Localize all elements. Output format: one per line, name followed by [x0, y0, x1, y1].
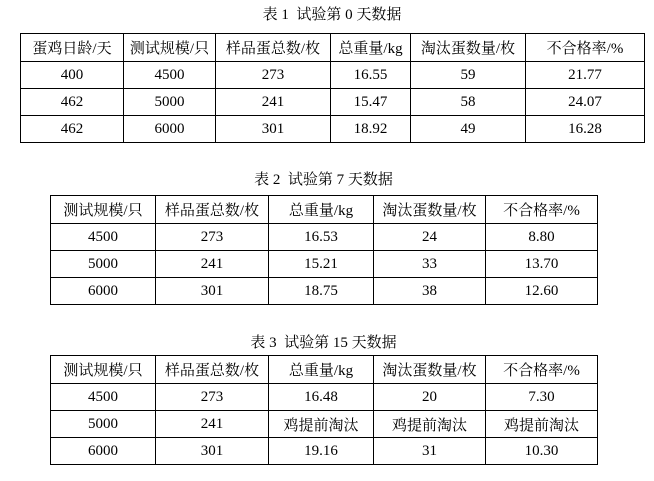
table-cell: 400 [21, 62, 124, 89]
column-header: 不合格率/% [486, 196, 598, 224]
table-cell: 13.70 [486, 251, 598, 278]
table-cell: 462 [21, 116, 124, 143]
table-day15 [50, 355, 598, 465]
column-header: 淘汰蛋数量/枚 [411, 34, 526, 62]
table-cell: 18.92 [331, 116, 411, 143]
table-cell: 5000 [51, 251, 156, 278]
header-row [51, 356, 598, 384]
column-header: 测试规模/只 [51, 356, 156, 384]
table-cell: 15.47 [331, 89, 411, 116]
table-2-caption: 表 2 试验第 7 天数据 [254, 172, 393, 188]
table-row [51, 384, 598, 411]
column-header: 蛋鸡日龄/天 [21, 34, 124, 62]
table-cell: 4500 [124, 62, 216, 89]
table-cell: 8.80 [486, 224, 598, 251]
table-cell: 5000 [51, 411, 156, 438]
table-cell: 241 [156, 411, 269, 438]
table-cell: 6000 [124, 116, 216, 143]
table-cell: 5000 [124, 89, 216, 116]
table-row [51, 411, 598, 438]
table-cell: 273 [216, 62, 331, 89]
table-cell: 301 [156, 278, 269, 305]
table-row [51, 438, 598, 465]
table-cell: 10.30 [486, 438, 598, 465]
table-cell: 33 [374, 251, 486, 278]
column-header: 测试规模/只 [124, 34, 216, 62]
table-cell: 鸡提前淘汰 [269, 411, 374, 438]
table-row [51, 251, 598, 278]
table-cell: 6000 [51, 278, 156, 305]
column-header: 样品蛋总数/枚 [216, 34, 331, 62]
column-header: 不合格率/% [526, 34, 645, 62]
column-header: 不合格率/% [486, 356, 598, 384]
header-row [21, 34, 645, 62]
table-row [21, 116, 645, 143]
table-cell: 241 [216, 89, 331, 116]
table-cell: 301 [156, 438, 269, 465]
table-cell: 301 [216, 116, 331, 143]
table-row [21, 89, 645, 116]
header-row [51, 196, 598, 224]
table-cell: 462 [21, 89, 124, 116]
table-cell: 59 [411, 62, 526, 89]
table-cell: 4500 [51, 224, 156, 251]
table-cell: 19.16 [269, 438, 374, 465]
table-cell: 16.55 [331, 62, 411, 89]
table-cell: 18.75 [269, 278, 374, 305]
table-row [51, 224, 598, 251]
table-cell: 241 [156, 251, 269, 278]
column-header: 淘汰蛋数量/枚 [374, 356, 486, 384]
column-header: 总重量/kg [331, 34, 411, 62]
column-header: 总重量/kg [269, 196, 374, 224]
table-cell: 12.60 [486, 278, 598, 305]
column-header: 淘汰蛋数量/枚 [374, 196, 486, 224]
table-cell: 16.53 [269, 224, 374, 251]
table-cell: 16.28 [526, 116, 645, 143]
column-header: 总重量/kg [269, 356, 374, 384]
table-cell: 58 [411, 89, 526, 116]
table-cell: 7.30 [486, 384, 598, 411]
table-row [21, 62, 645, 89]
table-row [51, 278, 598, 305]
column-header: 测试规模/只 [51, 196, 156, 224]
table-cell: 鸡提前淘汰 [374, 411, 486, 438]
table-cell: 4500 [51, 384, 156, 411]
table-cell: 20 [374, 384, 486, 411]
table-cell: 273 [156, 384, 269, 411]
table-cell: 16.48 [269, 384, 374, 411]
table-cell: 15.21 [269, 251, 374, 278]
table-cell: 24 [374, 224, 486, 251]
table-cell: 24.07 [526, 89, 645, 116]
table-cell: 6000 [51, 438, 156, 465]
table-cell: 38 [374, 278, 486, 305]
table-day0 [20, 33, 645, 143]
table-3-caption: 表 3 试验第 15 天数据 [250, 335, 397, 351]
table-cell: 21.77 [526, 62, 645, 89]
table-cell: 31 [374, 438, 486, 465]
table-day7 [50, 195, 598, 305]
table-cell: 鸡提前淘汰 [486, 411, 598, 438]
table-cell: 49 [411, 116, 526, 143]
column-header: 样品蛋总数/枚 [156, 196, 269, 224]
column-header: 样品蛋总数/枚 [156, 356, 269, 384]
table-cell: 273 [156, 224, 269, 251]
table-1-caption: 表 1 试验第 0 天数据 [262, 7, 402, 23]
